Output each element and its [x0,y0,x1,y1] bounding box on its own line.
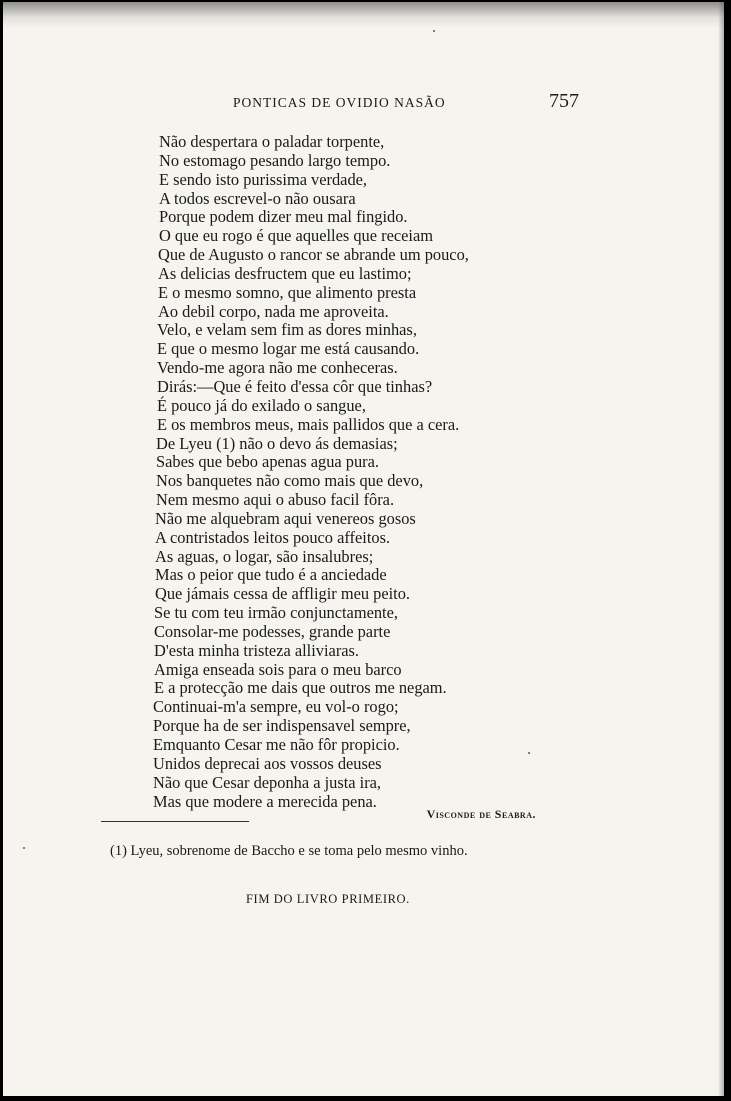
scan-shadow-right [718,2,724,1096]
poem-line: E sendo isto purissima verdade, [159,169,368,189]
poem-line: Porque podem dizer meu mal fingido. [159,207,408,227]
poem-line: Dirás:—Que é feito d'essa côr que tinhas? [157,376,433,396]
print-speck [23,847,25,849]
poem-line: Mas o peior que tudo é a anciedade [155,565,387,585]
author-signature: Visconde de Seabra. [426,807,536,821]
poem-line: O que eu rogo é que aquelles que receiam [159,226,433,246]
poem-line: E que o mesmo logar me está causando. [157,339,420,359]
poem-line: Unidos deprecai aos vossos deuses [153,753,382,773]
poem-line: Ao debil corpo, nada me aproveita. [158,301,389,321]
poem-line: Nos banquetes não como mais que devo, [156,471,424,491]
poem-line: Sabes que bebo apenas agua pura. [156,452,380,472]
page-number: 757 [549,90,579,112]
poem-line: D'esta minha tristeza alliviaras. [154,640,360,660]
poem-line: As aguas, o logar, são insalubres; [155,546,374,566]
scan-shadow-top [3,2,724,28]
poem-line: Emquanto Cesar me não fôr propicio. [153,735,400,754]
poem-line: Se tu com teu irmão conjunctamente, [154,603,398,623]
poem-line: Consolar-me podesses, grande parte [154,621,391,641]
poem-line: Amiga enseada sois para o meu barco [154,659,402,679]
print-speck [528,752,530,754]
poem-line: E a protecção me dais que outros me negam. [154,678,447,698]
poem-line: Porque ha de ser indispensavel sempre, [153,716,411,736]
poem-line: Não me alquebram aqui venereos gosos [155,508,416,528]
poem-line: Não que Cesar deponha a justa ira, [153,772,382,792]
running-title: PONTICAS DE OVIDIO NASÃO [233,95,446,110]
poem-line: Não despertara o paladar torpente, [159,132,385,151]
print-speck [433,30,435,32]
poem-line: Que jámais cessa de affligir meu peito. [155,584,411,604]
poem-line: A contristados leitos pouco affeitos. [155,527,391,547]
poem-line: Continuai-m'a sempre, eu vol-o rogo; [153,697,399,717]
book-page [3,2,724,1096]
poem-line: As delicias desfructem que eu lastimo; [158,263,412,283]
poem-line: A todos escrevel-o não ousara [159,188,356,208]
footnote-divider [101,821,249,822]
poem-line: E os membros meus, mais pallidos que a cera. [157,414,460,434]
poem-line: Mas que modere a merecida pena. [153,791,377,811]
poem-body [153,133,553,811]
poem-line: Vendo-me agora não me conheceras. [157,358,398,378]
poem-line: De Lyeu (1) não o devo ás demasias; [156,433,398,453]
poem-line: Que de Augusto o rancor se abrande um pouco, [158,245,469,265]
poem-line: E o mesmo somno, que alimento presta [158,282,417,302]
poem-line: No estomago pesando largo tempo. [159,150,391,170]
poem-line: Nem mesmo aqui o abuso facil fôra. [156,490,395,510]
end-of-book-caption: FIM DO LIVRO PRIMEIRO. [246,892,410,906]
poem-line: Velo, e velam sem fim as dores minhas, [157,320,417,340]
poem-line: É pouco já do exilado o sangue, [157,395,366,415]
footnote: (1) Lyeu, sobrenome de Baccho e se toma pelo mesmo vinho. [110,843,468,859]
